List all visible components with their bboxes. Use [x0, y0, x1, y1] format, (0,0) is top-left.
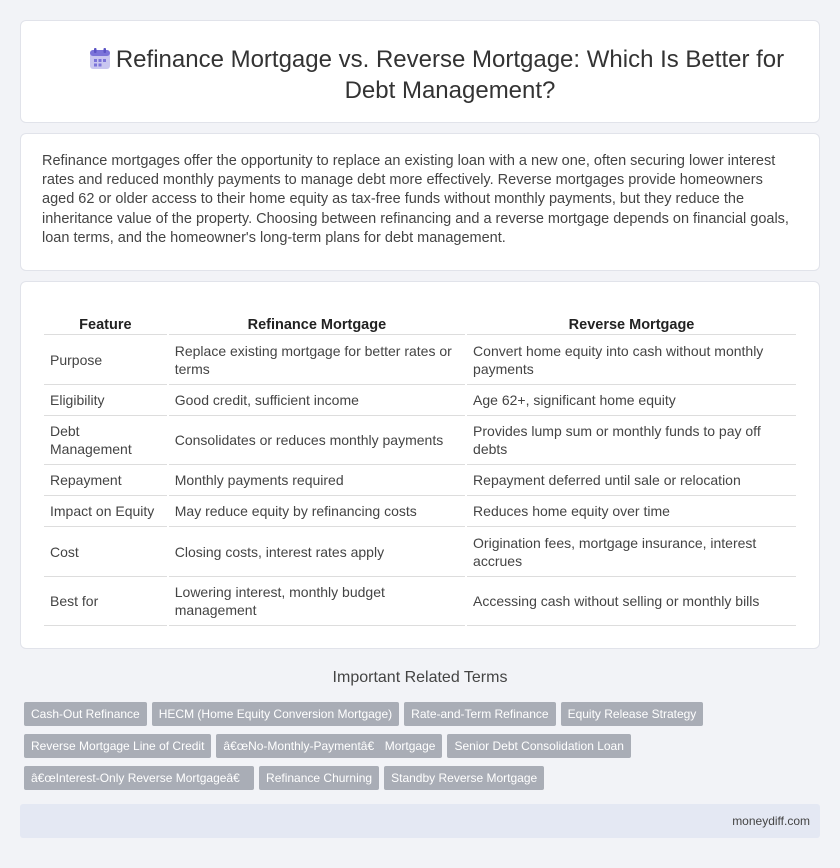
feature-cell: Repayment [44, 465, 167, 496]
table-row [44, 335, 796, 385]
refinance-cell: Monthly payments required [169, 465, 465, 496]
refinance-cell: Good credit, sufficient income [169, 385, 465, 416]
related-term-tag[interactable]: â€œNo-Monthly-Paymentâ€ Mortgage [216, 734, 442, 758]
feature-cell: Purpose [44, 335, 167, 385]
feature-cell: Eligibility [44, 385, 167, 416]
table-header-row [44, 315, 796, 335]
related-term-tag[interactable]: Cash-Out Refinance [24, 702, 147, 726]
refinance-cell: May reduce equity by refinancing costs [169, 496, 465, 527]
site-name[interactable]: moneydiff.com [732, 814, 810, 828]
related-term-tag[interactable]: Equity Release Strategy [561, 702, 704, 726]
intro-card [20, 133, 820, 271]
header-reverse: Reverse Mortgage [467, 315, 796, 335]
table-row [44, 416, 796, 465]
related-term-tag[interactable]: Senior Debt Consolidation Loan [447, 734, 630, 758]
table-row [44, 465, 796, 496]
feature-cell: Impact on Equity [44, 496, 167, 527]
refinance-cell: Closing costs, interest rates apply [169, 527, 465, 577]
page-title: Refinance Mortgage vs. Reverse Mortgage: Which Is Better for Debt Management? [115, 46, 785, 104]
reverse-cell: Convert home equity into cash without monthly payments [467, 335, 796, 385]
related-term-tag[interactable]: Standby Reverse Mortgage [384, 766, 544, 790]
header-feature: Feature [44, 315, 167, 335]
related-terms-heading: Important Related Terms [332, 669, 508, 686]
table-row [44, 496, 796, 527]
table-row [44, 577, 796, 626]
related-term-tag[interactable]: Rate-and-Term Refinance [404, 702, 555, 726]
intro-paragraph: Refinance mortgages offer the opportunity to replace an existing loan with a new one, often securing lower interest rates and reduced monthly payments to manage debt more effectively. Reverse mortgages provide homeowners aged 62 or older access to their home equity as tax-free funds without monthly payments, but they reduce the inheritance value of the property. Choosing between refinancing and a reverse mortgage depends on financial goals, loan terms, and the homeowner's long-term plans for debt management. [42, 153, 789, 246]
feature-cell: Debt Management [44, 416, 167, 465]
title-card [20, 20, 820, 123]
refinance-cell: Replace existing mortgage for better rates or terms [169, 335, 465, 385]
related-term-tag[interactable]: Reverse Mortgage Line of Credit [24, 734, 211, 758]
feature-cell: Best for [44, 577, 167, 626]
reverse-cell: Origination fees, mortgage insurance, interest accrues [467, 527, 796, 577]
comparison-card [20, 281, 820, 649]
reverse-cell: Age 62+, significant home equity [467, 385, 796, 416]
related-terms-list [24, 702, 724, 798]
related-term-tag[interactable]: Refinance Churning [259, 766, 379, 790]
reverse-cell: Repayment deferred until sale or relocation [467, 465, 796, 496]
reverse-cell: Accessing cash without selling or monthly bills [467, 577, 796, 626]
table-row [44, 385, 796, 416]
header-refinance: Refinance Mortgage [169, 315, 465, 335]
refinance-cell: Consolidates or reduces monthly payments [169, 416, 465, 465]
refinance-cell: Lowering interest, monthly budget management [169, 577, 465, 626]
comparison-table [42, 315, 798, 626]
related-term-tag[interactable]: â€œInterest-Only Reverse Mortgageâ€ [24, 766, 254, 790]
feature-cell: Cost [44, 527, 167, 577]
reverse-cell: Reduces home equity over time [467, 496, 796, 527]
reverse-cell: Provides lump sum or monthly funds to pay off debts [467, 416, 796, 465]
table-row [44, 527, 796, 577]
footer-bar [20, 804, 820, 838]
related-term-tag[interactable]: HECM (Home Equity Conversion Mortgage) [152, 702, 399, 726]
